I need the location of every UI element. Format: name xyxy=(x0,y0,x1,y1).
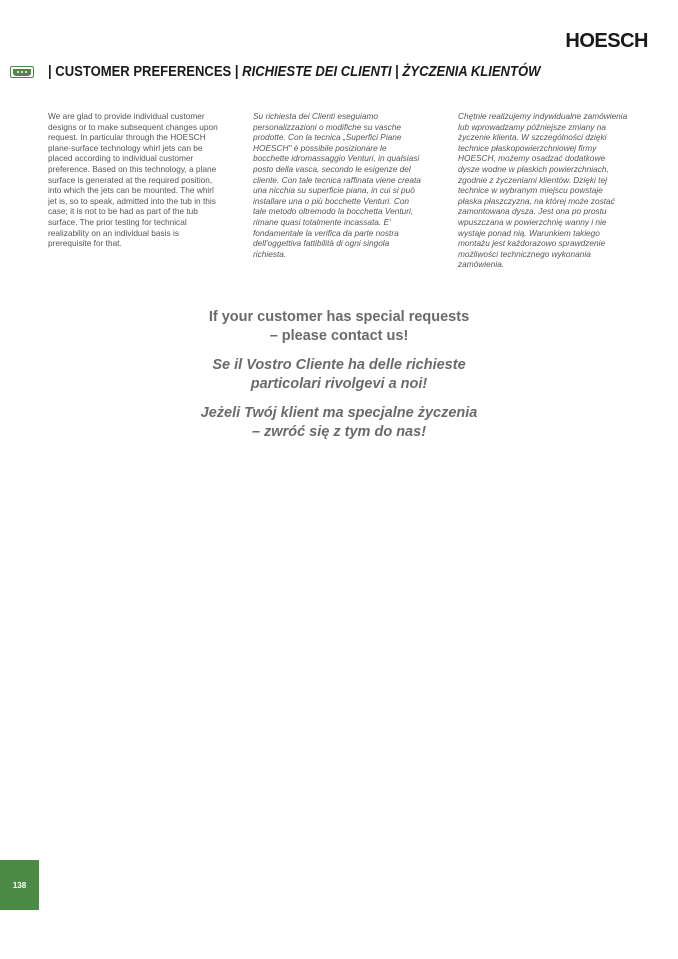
cta-line: Se il Vostro Cliente ha delle richieste xyxy=(212,357,466,373)
cta-line: – please contact us! xyxy=(269,328,409,344)
column-italian: Su richiesta dei Clienti eseguiamo personalizzazioni o modifiche su vasche prodotte. Con la tecnica „Superfici Piane HOESCH" è possibile posizionare le bocchette idromassaggio Venturi, in qualsiasi posto della vasca, secondo le esigenze del cliente. Con tale tecnica raffinata viene creata una nicchia su superficie piana, in cui si può installare una o più bocchette Venturi. Con tale metodo oltremodo la bocchetta Venturi, rimane quasi totalmente incassata. E' fondamentale la verifica da parte nostra dell'oggettiva fattibilità di ogni singola richiesta. xyxy=(253,111,421,259)
cta-line: Jeżeli Twój klient ma specjalne życzenia xyxy=(200,405,478,421)
column-polish: Chętnie realizujemy indywidualne zamówienia lub wprowadzamy późniejsze zmiany na życzenie klienta. W szczególności dzięki technice płaskopowierzchniowej firmy HOESCH, możemy osadzać dodatkowe dysze wodne w płaskich powierzchniach, zgodnie z życzeniami klientów. Dzięki tej technice w wybranym miejscu powstaje płaska płaszczyzna, na której może zostać zamontowana dysza. Jest ona po prostu wpuszczana w powierzchnię wanny i nie wystaje ponad nią. Warunkiem takiego montażu jest każdorazowo sprawdzenie możliwości technicznego wykonania zamówienia. xyxy=(458,111,628,270)
cta-line: particolari rivolgevi a noi! xyxy=(250,376,428,392)
heading-pl: ŻYCZENIA KLIENTÓW xyxy=(402,64,541,80)
page-heading xyxy=(48,64,540,80)
heading-separator: | xyxy=(391,64,403,80)
text-columns xyxy=(48,111,628,270)
cta-line: If your customer has special requests xyxy=(208,309,470,325)
call-to-action xyxy=(0,308,678,452)
heading-it: RICHIESTE DEI CLIENTI xyxy=(242,64,392,80)
bathtub-icon xyxy=(10,66,34,78)
page-number: 138 xyxy=(0,860,39,910)
cta-italian xyxy=(0,356,678,394)
cta-line: – zwróć się z tym do nas! xyxy=(251,424,427,440)
cta-polish xyxy=(0,404,678,442)
brand-logo: HOESCH xyxy=(565,30,648,52)
heading-en: | CUSTOMER PREFERENCES | xyxy=(48,64,243,80)
section-header xyxy=(10,60,595,84)
cta-english xyxy=(0,308,678,346)
column-english: We are glad to provide individual customer designs or to make subsequent changes upon request. In particular through the HOESCH plane-surface technology whirl jets can be placed according to individual customer preference. Based on this technology, a plane surface is generated at the required position, into which the jets can be mounted. The whirl jet is, so to speak, admitted into the tub in this case; it is not to be had as part of the tub surface. The prior testing for technical realizability on an individual basis is prerequisite for that. xyxy=(48,111,218,249)
